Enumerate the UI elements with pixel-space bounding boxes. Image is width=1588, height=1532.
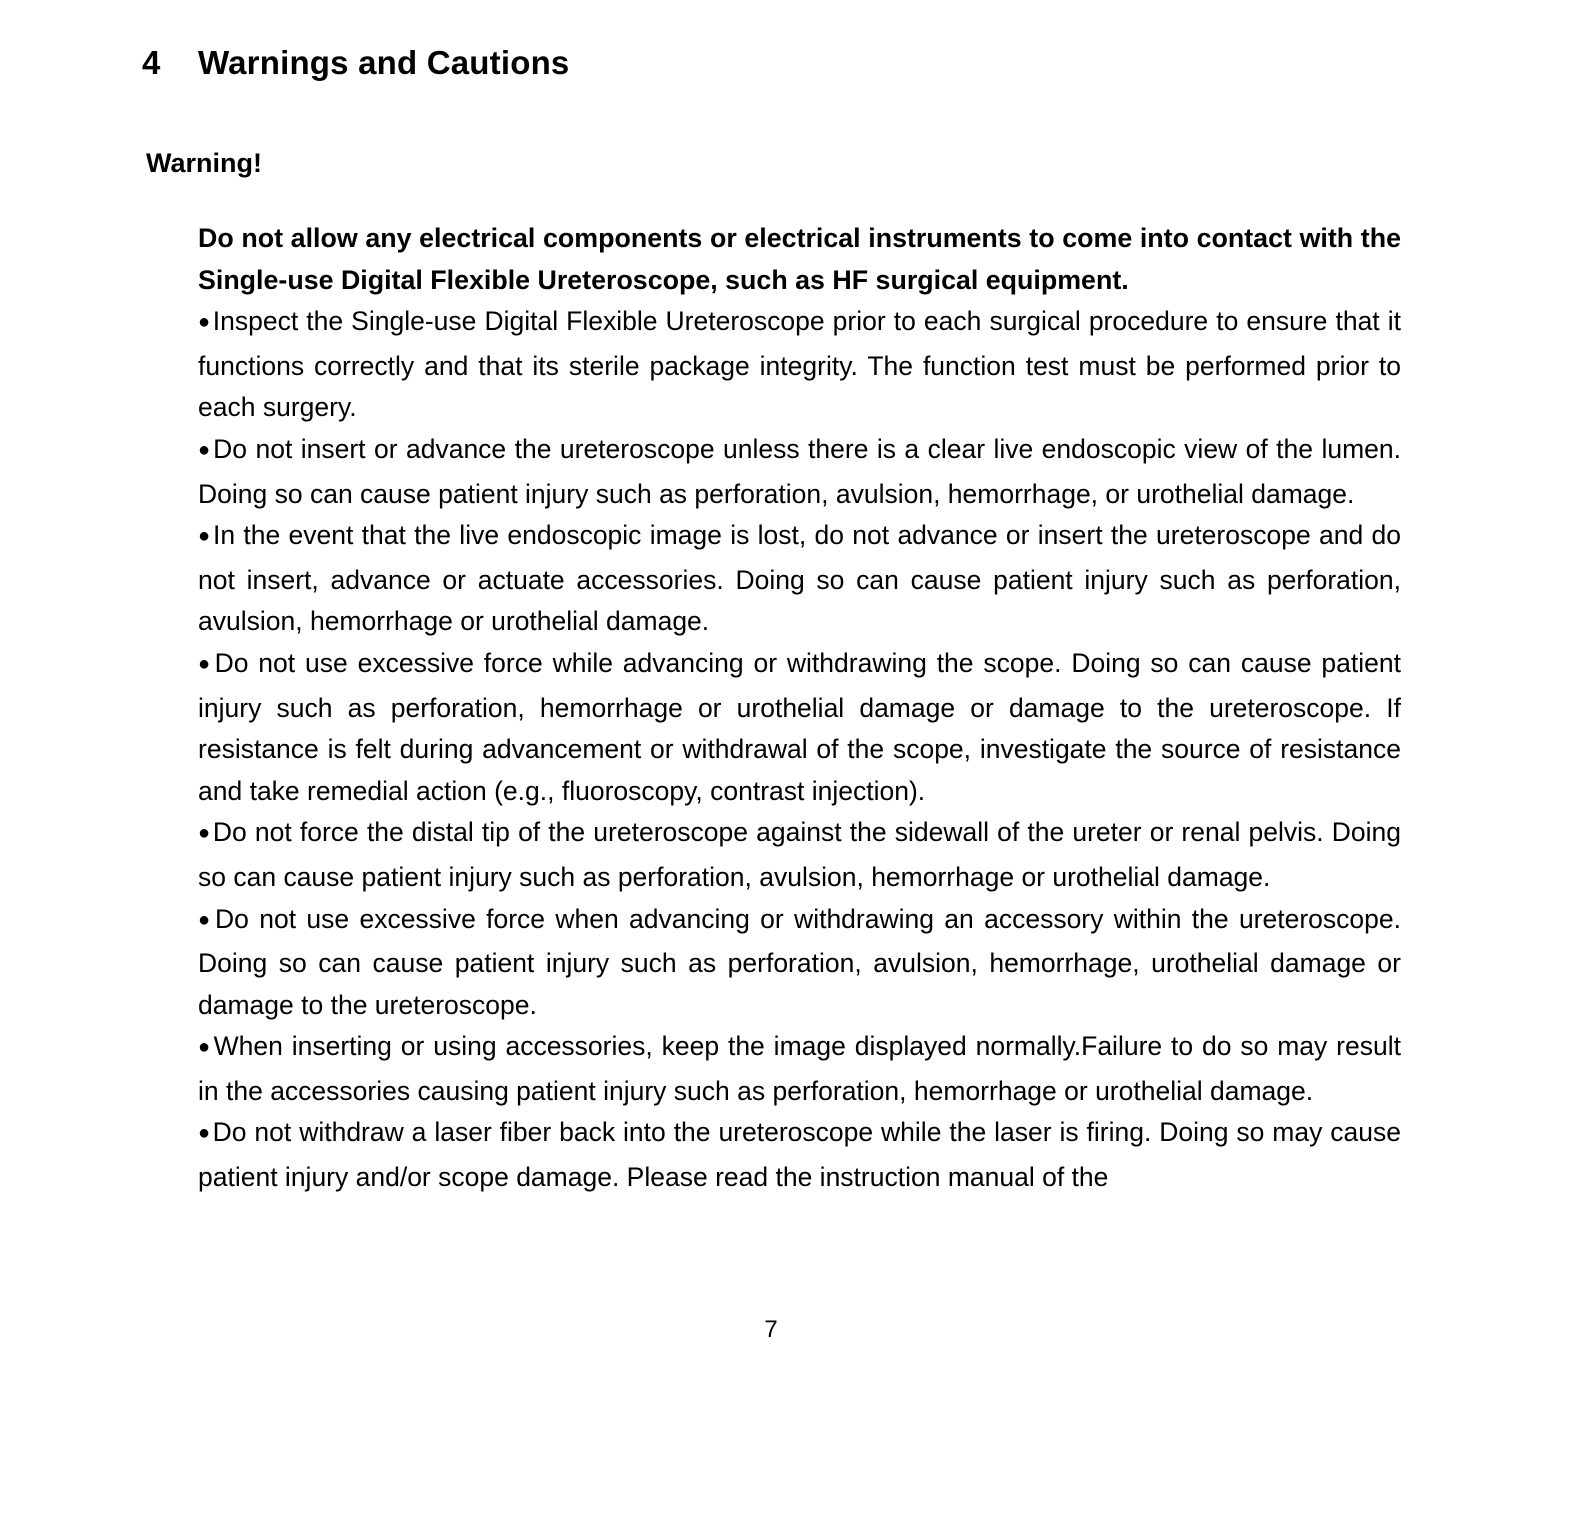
- warning-bullet-laser-fiber: ● Do not withdraw a laser fiber back into the ureteroscope while the laser is firing. Doing so may cause patient injury and/or scope damage. Please read the instruction manual of the: [198, 1112, 1401, 1198]
- warning-label: Warning!: [146, 148, 262, 178]
- warning-bullet-excessive-force-accessory: ● Do not use excessive force when advancing or withdrawing an accessory within the ureteroscope. Doing so can cause patient injury such as perforation, avulsion, hemorrhage, urothelial damage or damage to the ureteroscope.: [198, 899, 1401, 1027]
- warning-bullet-excessive-force-scope: ● Do not use excessive force while advancing or withdrawing the scope. Doing so can cause patient injury such as perforation, hemorrhage or urothelial damage or damage to the ureteroscope. If resistance is felt during advancement or withdrawal of the scope, investigate the source of resistance and take remedial action (e.g., fluoroscopy, contrast injection).: [198, 643, 1401, 812]
- warning-bullet-clear-view: ● Do not insert or advance the ureteroscope unless there is a clear live endoscopic view of the lumen. Doing so can cause patient injury such as perforation, avulsion, hemorrhage, or urothelial damage.: [198, 429, 1401, 515]
- warning-bullet-inspect: ● Inspect the Single-use Digital Flexible Ureteroscope prior to each surgical procedure to ensure that it functions correctly and that its sterile package integrity. The function test must be performed prior to each surgery.: [198, 301, 1401, 429]
- page-number: 7: [764, 1316, 778, 1343]
- warning-bullet-image-lost: ● In the event that the live endoscopic image is lost, do not advance or insert the ureteroscope and do not insert, advance or actuate accessories. Doing so can cause patient injury such as perforation, avulsion, hemorrhage or urothelial damage.: [198, 515, 1401, 643]
- warning-bullet-accessories-image: ● When inserting or using accessories, keep the image displayed normally.Failure to do so may result in the accessories causing patient injury such as perforation, hemorrhage or urothelial damage.: [198, 1026, 1401, 1112]
- section-number: 4: [142, 44, 161, 81]
- warning-bullet-distal-tip: ● Do not force the distal tip of the ureteroscope against the sidewall of the ureter or renal pelvis. Doing so can cause patient injury such as perforation, avulsion, hemorrhage or urothelial damage.: [198, 812, 1401, 898]
- electrical-warning-notice: Do not allow any electrical components or electrical instruments to come into contact with the Single-use Digital Flexible Ureteroscope, such as HF surgical equipment.: [198, 223, 1401, 295]
- section-title: Warnings and Cautions: [198, 44, 570, 81]
- section-heading: [142, 44, 570, 82]
- warning-body: [198, 218, 1401, 1199]
